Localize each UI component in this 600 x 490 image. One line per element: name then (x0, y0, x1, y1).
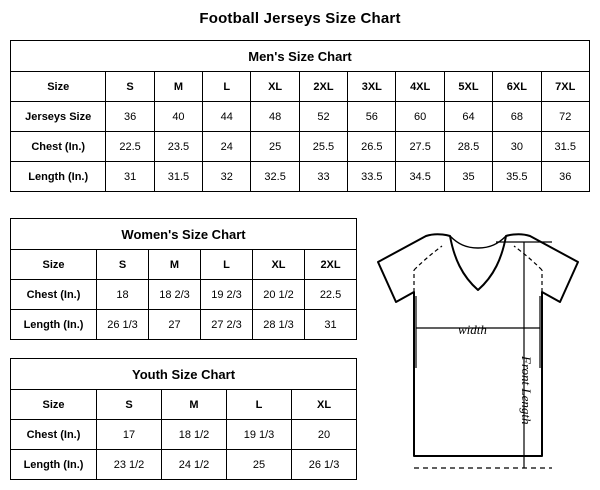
row-label: Jerseys Size (11, 102, 106, 132)
table-cell: 32 (203, 162, 251, 192)
row-label: Chest (In.) (11, 420, 97, 450)
table-cell: 30 (493, 132, 541, 162)
row-label: Size (11, 390, 97, 420)
row-label: Chest (In.) (11, 280, 97, 310)
table-cell: 35 (444, 162, 492, 192)
table-row (11, 132, 590, 162)
table-cell: 36 (106, 102, 154, 132)
width-label: width (458, 322, 487, 337)
table-cell: 28.5 (444, 132, 492, 162)
table-cell: 18 (97, 280, 149, 310)
youth-size-table (10, 358, 357, 480)
table-cell: 25 (251, 132, 299, 162)
table-cell: 25 (227, 450, 292, 480)
mens-caption: Men's Size Chart (11, 41, 590, 72)
table-cell: L (201, 250, 253, 280)
table-cell: 5XL (444, 72, 492, 102)
table-cell: 27.5 (396, 132, 444, 162)
table-cell: 56 (348, 102, 396, 132)
table-cell: 20 1/2 (253, 280, 305, 310)
table-cell: 18 2/3 (149, 280, 201, 310)
table-cell: 60 (396, 102, 444, 132)
youth-caption: Youth Size Chart (11, 359, 357, 390)
table-cell: 28 1/3 (253, 310, 305, 340)
table-cell: 25.5 (299, 132, 347, 162)
table-cell: M (149, 250, 201, 280)
womens-caption: Women's Size Chart (11, 219, 357, 250)
table-cell: 36 (541, 162, 589, 192)
page-title: Football Jerseys Size Chart (199, 10, 401, 27)
table-cell: 3XL (348, 72, 396, 102)
womens-size-table (10, 218, 357, 340)
table-cell: 44 (203, 102, 251, 132)
table-row (11, 450, 357, 480)
table-row (11, 390, 357, 420)
table-row (11, 420, 357, 450)
table-cell: 31.5 (154, 162, 202, 192)
table-row (11, 250, 357, 280)
table-cell: 33.5 (348, 162, 396, 192)
table-cell: 26 1/3 (97, 310, 149, 340)
table-row (11, 72, 590, 102)
table-caption-row (11, 359, 357, 390)
table-cell: 27 2/3 (201, 310, 253, 340)
table-cell: 68 (493, 102, 541, 132)
table-cell: 24 1/2 (162, 450, 227, 480)
table-cell: 33 (299, 162, 347, 192)
jersey-diagram (366, 218, 590, 480)
table-cell: S (97, 390, 162, 420)
mens-size-table (10, 40, 590, 192)
mens-size-chart (10, 40, 590, 192)
table-cell: S (97, 250, 149, 280)
table-cell: 19 2/3 (201, 280, 253, 310)
table-row (11, 310, 357, 340)
table-cell: 24 (203, 132, 251, 162)
table-cell: 40 (154, 102, 202, 132)
table-cell: XL (253, 250, 305, 280)
row-label: Length (In.) (11, 162, 106, 192)
youth-size-chart (10, 358, 356, 480)
table-cell: 64 (444, 102, 492, 132)
table-cell: 19 1/3 (227, 420, 292, 450)
table-caption-row (11, 41, 590, 72)
table-cell: 31.5 (541, 132, 589, 162)
table-row (11, 102, 590, 132)
table-cell: 72 (541, 102, 589, 132)
table-cell: 35.5 (493, 162, 541, 192)
table-cell: 48 (251, 102, 299, 132)
row-label: Size (11, 72, 106, 102)
row-label: Length (In.) (11, 450, 97, 480)
table-cell: 27 (149, 310, 201, 340)
table-cell: M (162, 390, 227, 420)
table-cell: 22.5 (106, 132, 154, 162)
front-length-label: Front Length (519, 356, 534, 425)
table-cell: 18 1/2 (162, 420, 227, 450)
table-cell: 2XL (305, 250, 357, 280)
row-label: Chest (In.) (11, 132, 106, 162)
table-cell: M (154, 72, 202, 102)
table-cell: XL (292, 390, 357, 420)
table-cell: 52 (299, 102, 347, 132)
table-row (11, 280, 357, 310)
womens-size-chart (10, 218, 356, 340)
table-cell: L (227, 390, 292, 420)
table-cell: 26 1/3 (292, 450, 357, 480)
table-cell: XL (251, 72, 299, 102)
table-cell: 7XL (541, 72, 589, 102)
table-cell: 23 1/2 (97, 450, 162, 480)
table-cell: 31 (106, 162, 154, 192)
table-cell: S (106, 72, 154, 102)
table-cell: 31 (305, 310, 357, 340)
table-row (11, 162, 590, 192)
table-cell: 17 (97, 420, 162, 450)
table-cell: 4XL (396, 72, 444, 102)
table-cell: 22.5 (305, 280, 357, 310)
table-caption-row (11, 219, 357, 250)
row-label: Size (11, 250, 97, 280)
table-cell: 20 (292, 420, 357, 450)
table-cell: 32.5 (251, 162, 299, 192)
row-label: Length (In.) (11, 310, 97, 340)
jersey-illustration-icon (366, 218, 590, 480)
table-cell: 6XL (493, 72, 541, 102)
table-cell: L (203, 72, 251, 102)
table-cell: 34.5 (396, 162, 444, 192)
table-cell: 26.5 (348, 132, 396, 162)
table-cell: 23.5 (154, 132, 202, 162)
table-cell: 2XL (299, 72, 347, 102)
